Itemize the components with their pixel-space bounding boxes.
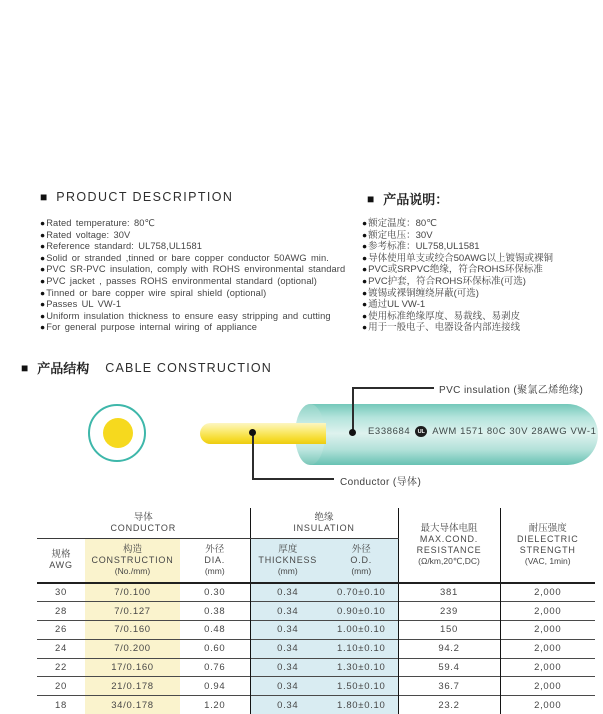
- pvc-leader-dot: [349, 429, 356, 436]
- pvc-leader-line-v: [352, 387, 354, 432]
- list-item: ●使用标准绝缘厚度、易裁线、易剥皮: [362, 310, 521, 322]
- square-bullet-icon: ■: [367, 191, 375, 206]
- bullet-icon: ●: [362, 229, 368, 240]
- header-construction: 构造 CONSTRUCTION (No./mm): [85, 538, 180, 583]
- table-row: 22 17/0.160 0.76 0.34 1.30±0.10 59.4 2,000: [37, 658, 595, 677]
- table-row: 26 7/0.160 0.48 0.34 1.00±0.10 150 2,000: [37, 621, 595, 640]
- table-row: 28 7/0.127 0.38 0.34 0.90±0.10 239 2,000: [37, 602, 595, 621]
- product-description-header: [40, 190, 233, 204]
- conductor-leader-dot: [249, 429, 256, 436]
- header-dia: 外径 DIA. (mm): [180, 538, 250, 583]
- list-item: ●PVC或SRPVC绝缘，符合ROHS环保标准: [362, 264, 543, 276]
- list-item: ●镀锡或裸铜缠绕屏蔽(可选): [362, 287, 479, 299]
- bullet-icon: ●: [362, 322, 368, 333]
- cable-print-marking: [368, 426, 596, 437]
- pvc-leader-line-h: [353, 387, 434, 389]
- list-item: ●导体使用单支或绞合50AWG以上镀锡或裸铜: [362, 252, 554, 264]
- bullet-icon: ●: [362, 310, 368, 321]
- cable-spec-text: AWM 1571 80C 30V 28AWG VW-1: [432, 426, 597, 437]
- conductor-label: Conductor (导体): [340, 477, 422, 488]
- header-dielectric: 耐压强度 DIELECTRIC STRENGTH (VAC, 1min): [500, 508, 595, 583]
- header-awg: 规格 AWG: [37, 538, 85, 583]
- conductor-leader-line-v: [252, 434, 254, 479]
- cable-construction-title-cn: 产品结构: [37, 361, 90, 376]
- list-item: ●PVC护套，符合ROHS环保标准(可选): [362, 275, 526, 287]
- header-resistance: 最大导体电阻 MAX.COND. RESISTANCE (Ω/km,20℃,DC): [398, 508, 500, 583]
- product-description-title: PRODUCT DESCRIPTION: [56, 190, 234, 204]
- bullet-icon: ●: [362, 218, 368, 228]
- bullet-icon: ●: [40, 287, 46, 298]
- product-description-cn-list: [362, 218, 600, 334]
- table-row: 18 34/0.178 1.20 0.34 1.80±0.10 23.2 2,000: [37, 696, 595, 714]
- bullet-icon: ●: [40, 299, 46, 310]
- square-bullet-icon: ■: [21, 360, 29, 375]
- list-item: ●Passes UL VW-1: [40, 299, 122, 310]
- bullet-icon: ●: [362, 252, 368, 263]
- cross-section-conductor-core: [103, 418, 133, 448]
- header-od: 外径 O.D. (mm): [325, 538, 398, 583]
- pvc-insulation-label: PVC insulation (聚氯乙烯绝缘): [439, 385, 584, 396]
- list-item: ●Tinned or bare copper wire spiral shield (optional): [40, 287, 267, 298]
- list-item: ●Uniform insulation thickness to ensure easy stripping and cutting: [40, 310, 331, 321]
- list-item: ●PVC SR-PVC insulation, comply with ROHS environmental standard: [40, 264, 346, 275]
- bullet-icon: ●: [40, 252, 46, 263]
- bullet-icon: ●: [40, 229, 46, 240]
- bullet-icon: ●: [362, 287, 368, 298]
- group-insulation: 绝缘 INSULATION: [250, 508, 398, 538]
- conductor-leader-line-h: [252, 478, 334, 480]
- list-item: ●For general purpose internal wiring of appliance: [40, 322, 258, 333]
- bullet-icon: ●: [362, 241, 368, 252]
- bullet-icon: ●: [362, 264, 368, 275]
- product-description-list: [40, 218, 362, 334]
- bullet-icon: ●: [40, 310, 46, 321]
- list-item: ●PVC jacket , passes ROHS environmental standard (optional): [40, 275, 317, 286]
- bullet-icon: ●: [40, 264, 46, 275]
- ul-logo-icon: UL: [415, 426, 427, 437]
- bullet-icon: ●: [362, 275, 368, 286]
- list-item: ●用于一般电子、电器设备内部连接线: [362, 322, 521, 334]
- list-item: ●额定温度：80℃: [362, 218, 437, 229]
- cert-number: E338684: [368, 426, 411, 437]
- list-item: ●Solid or stranded ,tinned or bare copper conductor 50AWG min.: [40, 252, 329, 263]
- spec-table: [37, 508, 595, 714]
- cable-construction-header: [21, 358, 272, 377]
- list-item: ●Rated voltage: 30V: [40, 229, 131, 240]
- bullet-icon: ●: [40, 241, 46, 252]
- cable-construction-title-en: CABLE CONSTRUCTION: [105, 360, 273, 375]
- product-description-cn-header: [367, 189, 448, 208]
- bullet-icon: ●: [40, 275, 46, 286]
- table-row: 20 21/0.178 0.94 0.34 1.50±0.10 36.7 2,000: [37, 677, 595, 696]
- table-row: 30 7/0.100 0.30 0.34 0.70±0.10 381 2,000: [37, 583, 595, 602]
- product-description-cn-title: 产品说明：: [383, 192, 449, 207]
- list-item: ●Reference standard: UL758,UL1581: [40, 241, 203, 252]
- list-item: ●Rated temperature: 80℃: [40, 218, 156, 228]
- header-thickness: 厚度 THICKNESS (mm): [250, 538, 325, 583]
- list-item: ●额定电压：30V: [362, 229, 433, 241]
- group-header-row: [37, 508, 595, 538]
- group-conductor: 导体 CONDUCTOR: [37, 508, 250, 538]
- bullet-icon: ●: [40, 218, 46, 228]
- square-bullet-icon: ■: [40, 190, 48, 204]
- conductor-rod: [200, 423, 326, 444]
- bullet-icon: ●: [362, 299, 368, 310]
- list-item: ●参考标准：UL758,UL1581: [362, 241, 480, 253]
- bullet-icon: ●: [40, 322, 46, 333]
- table-row: 24 7/0.200 0.60 0.34 1.10±0.10 94.2 2,000: [37, 639, 595, 658]
- list-item: ●通过UL VW-1: [362, 299, 426, 311]
